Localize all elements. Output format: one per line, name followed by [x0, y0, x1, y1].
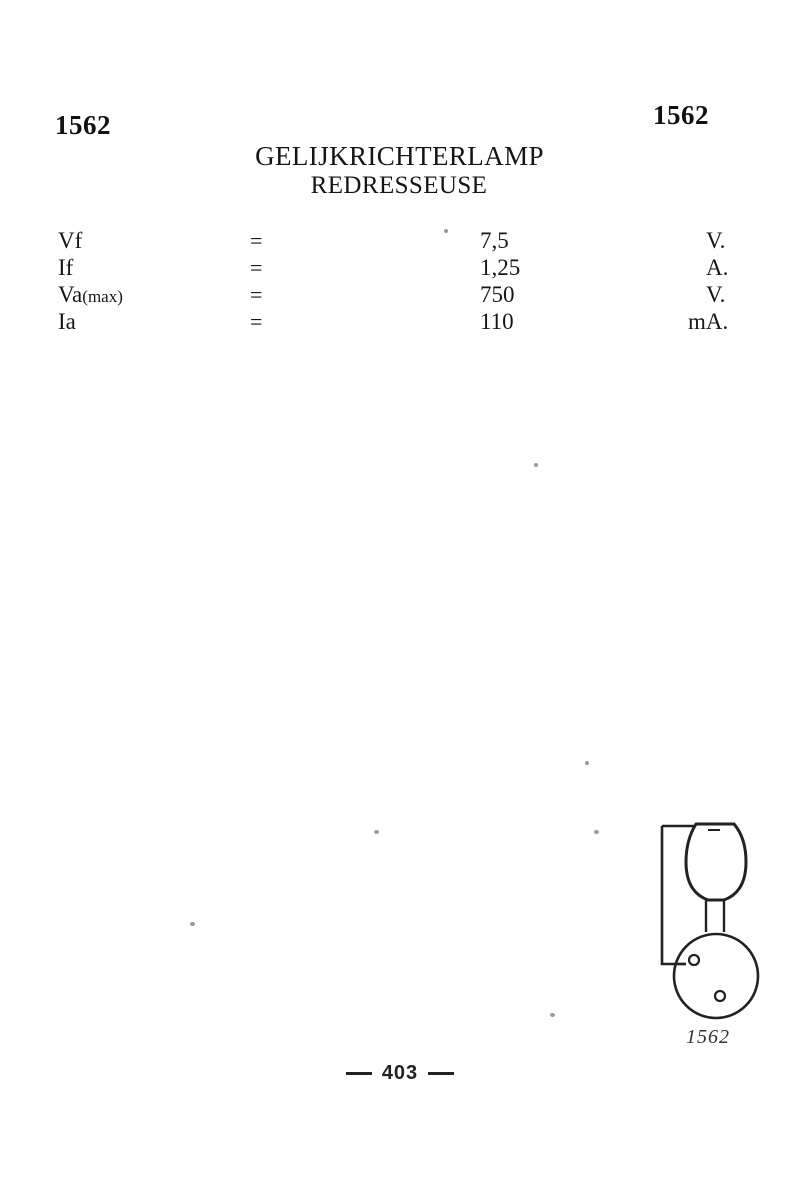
- scan-speck: [550, 1013, 555, 1017]
- spec-equals: =: [250, 309, 263, 334]
- footer-dash-right: [428, 1072, 454, 1075]
- scan-speck: [444, 229, 448, 233]
- spec-unit: V.: [706, 282, 726, 307]
- scan-speck: [534, 463, 538, 467]
- title-block: [0, 142, 800, 200]
- page-subtitle: REDRESSEUSE: [310, 172, 488, 200]
- page-footer: [0, 1062, 800, 1085]
- table-row: [0, 309, 800, 336]
- catalog-number-right: 1562: [653, 100, 709, 130]
- scan-speck: [594, 830, 599, 834]
- spec-symbol: Va(max): [58, 282, 123, 307]
- spec-equals: =: [250, 282, 263, 307]
- spec-unit: V.: [706, 228, 726, 253]
- scan-speck: [374, 830, 379, 834]
- spec-equals: =: [250, 255, 263, 280]
- spec-value: 1,25: [480, 255, 521, 280]
- tube-diagram: [650, 800, 780, 1060]
- table-row: [0, 282, 800, 309]
- spec-value: 7,5: [480, 228, 509, 253]
- scan-speck: [190, 922, 195, 926]
- page-number: 403: [381, 1062, 419, 1084]
- specifications-table: [0, 228, 800, 336]
- tube-diagram-svg: [650, 800, 780, 1060]
- table-row: [0, 228, 800, 255]
- spec-symbol: Ia: [58, 309, 76, 334]
- spec-value: 110: [480, 309, 514, 334]
- spec-equals: =: [250, 228, 263, 253]
- spec-symbol: Vf: [58, 228, 83, 253]
- catalog-number-left: 1562: [55, 110, 111, 140]
- spec-value: 750: [480, 282, 515, 307]
- footer-dash-left: [346, 1072, 372, 1075]
- scan-speck: [585, 761, 589, 765]
- spec-unit: mA.: [688, 309, 729, 334]
- page-title: GELIJKRICHTERLAMP: [255, 141, 544, 171]
- diagram-label: 1562: [686, 1026, 730, 1048]
- spec-symbol: If: [58, 255, 74, 280]
- table-row: [0, 255, 800, 282]
- spec-unit: A.: [706, 255, 729, 280]
